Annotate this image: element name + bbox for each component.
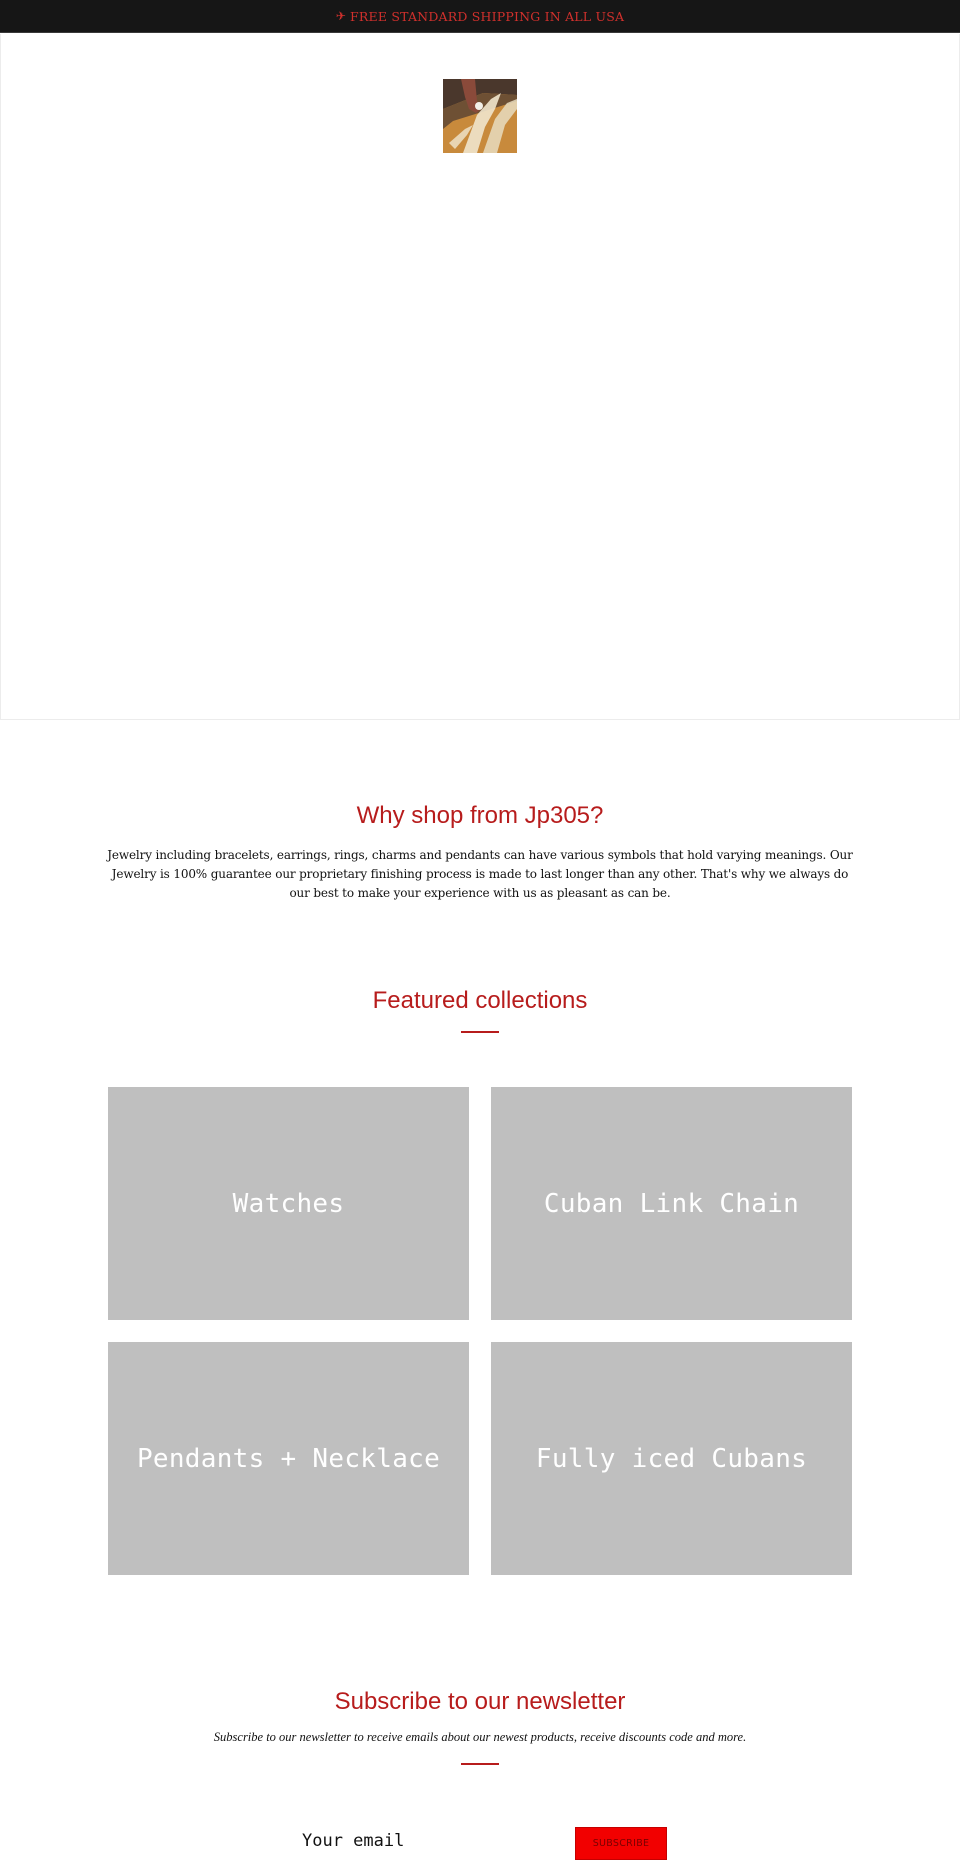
collection-label: Cuban Link Chain <box>543 1188 800 1219</box>
collection-label: Pendants + Necklace <box>136 1443 441 1474</box>
collection-tile-cuban-link-chain[interactable] <box>491 1087 852 1320</box>
why-shop-title: Why shop from Jp305? <box>356 802 604 829</box>
subscribe-button[interactable]: SUBSCRIBE <box>575 1827 667 1860</box>
why-shop-body: Jewelry including bracelets, earrings, rings, charms and pendants can have various symbols that hold varying meanings. Our Jewelry is 100% guarantee our proprietary finishing process is made to last longer than any other. That's why we always do our best to make your experience with us as pleasant as can be. <box>107 848 853 900</box>
store-logo[interactable] <box>443 79 517 153</box>
collection-tile-fully-iced-cubans[interactable] <box>491 1342 852 1575</box>
collection-label: Fully iced Cubans <box>535 1443 808 1474</box>
email-input[interactable] <box>296 1826 556 1856</box>
newsletter-description: Subscribe to our newsletter to receive emails about our newest products, receive discounts code and more. <box>213 1730 747 1744</box>
collection-tile-watches[interactable] <box>108 1087 469 1320</box>
hero-section <box>0 34 960 720</box>
section-divider <box>461 1763 499 1765</box>
why-shop-section <box>0 800 960 903</box>
collection-tile-pendants-necklace[interactable] <box>108 1342 469 1575</box>
featured-collections-title: Featured collections <box>372 987 588 1014</box>
logo-image <box>443 79 517 153</box>
announcement-text: FREE STANDARD SHIPPING IN ALL USA <box>350 8 625 24</box>
section-divider <box>461 1031 499 1033</box>
newsletter-section <box>0 1686 960 1765</box>
collection-label: Watches <box>232 1188 345 1219</box>
newsletter-title: Subscribe to our newsletter <box>334 1688 626 1715</box>
newsletter-form <box>0 1822 960 1867</box>
featured-collections-header <box>0 985 960 1033</box>
airplane-icon: ✈ <box>335 9 347 23</box>
announcement-bar <box>0 0 960 33</box>
